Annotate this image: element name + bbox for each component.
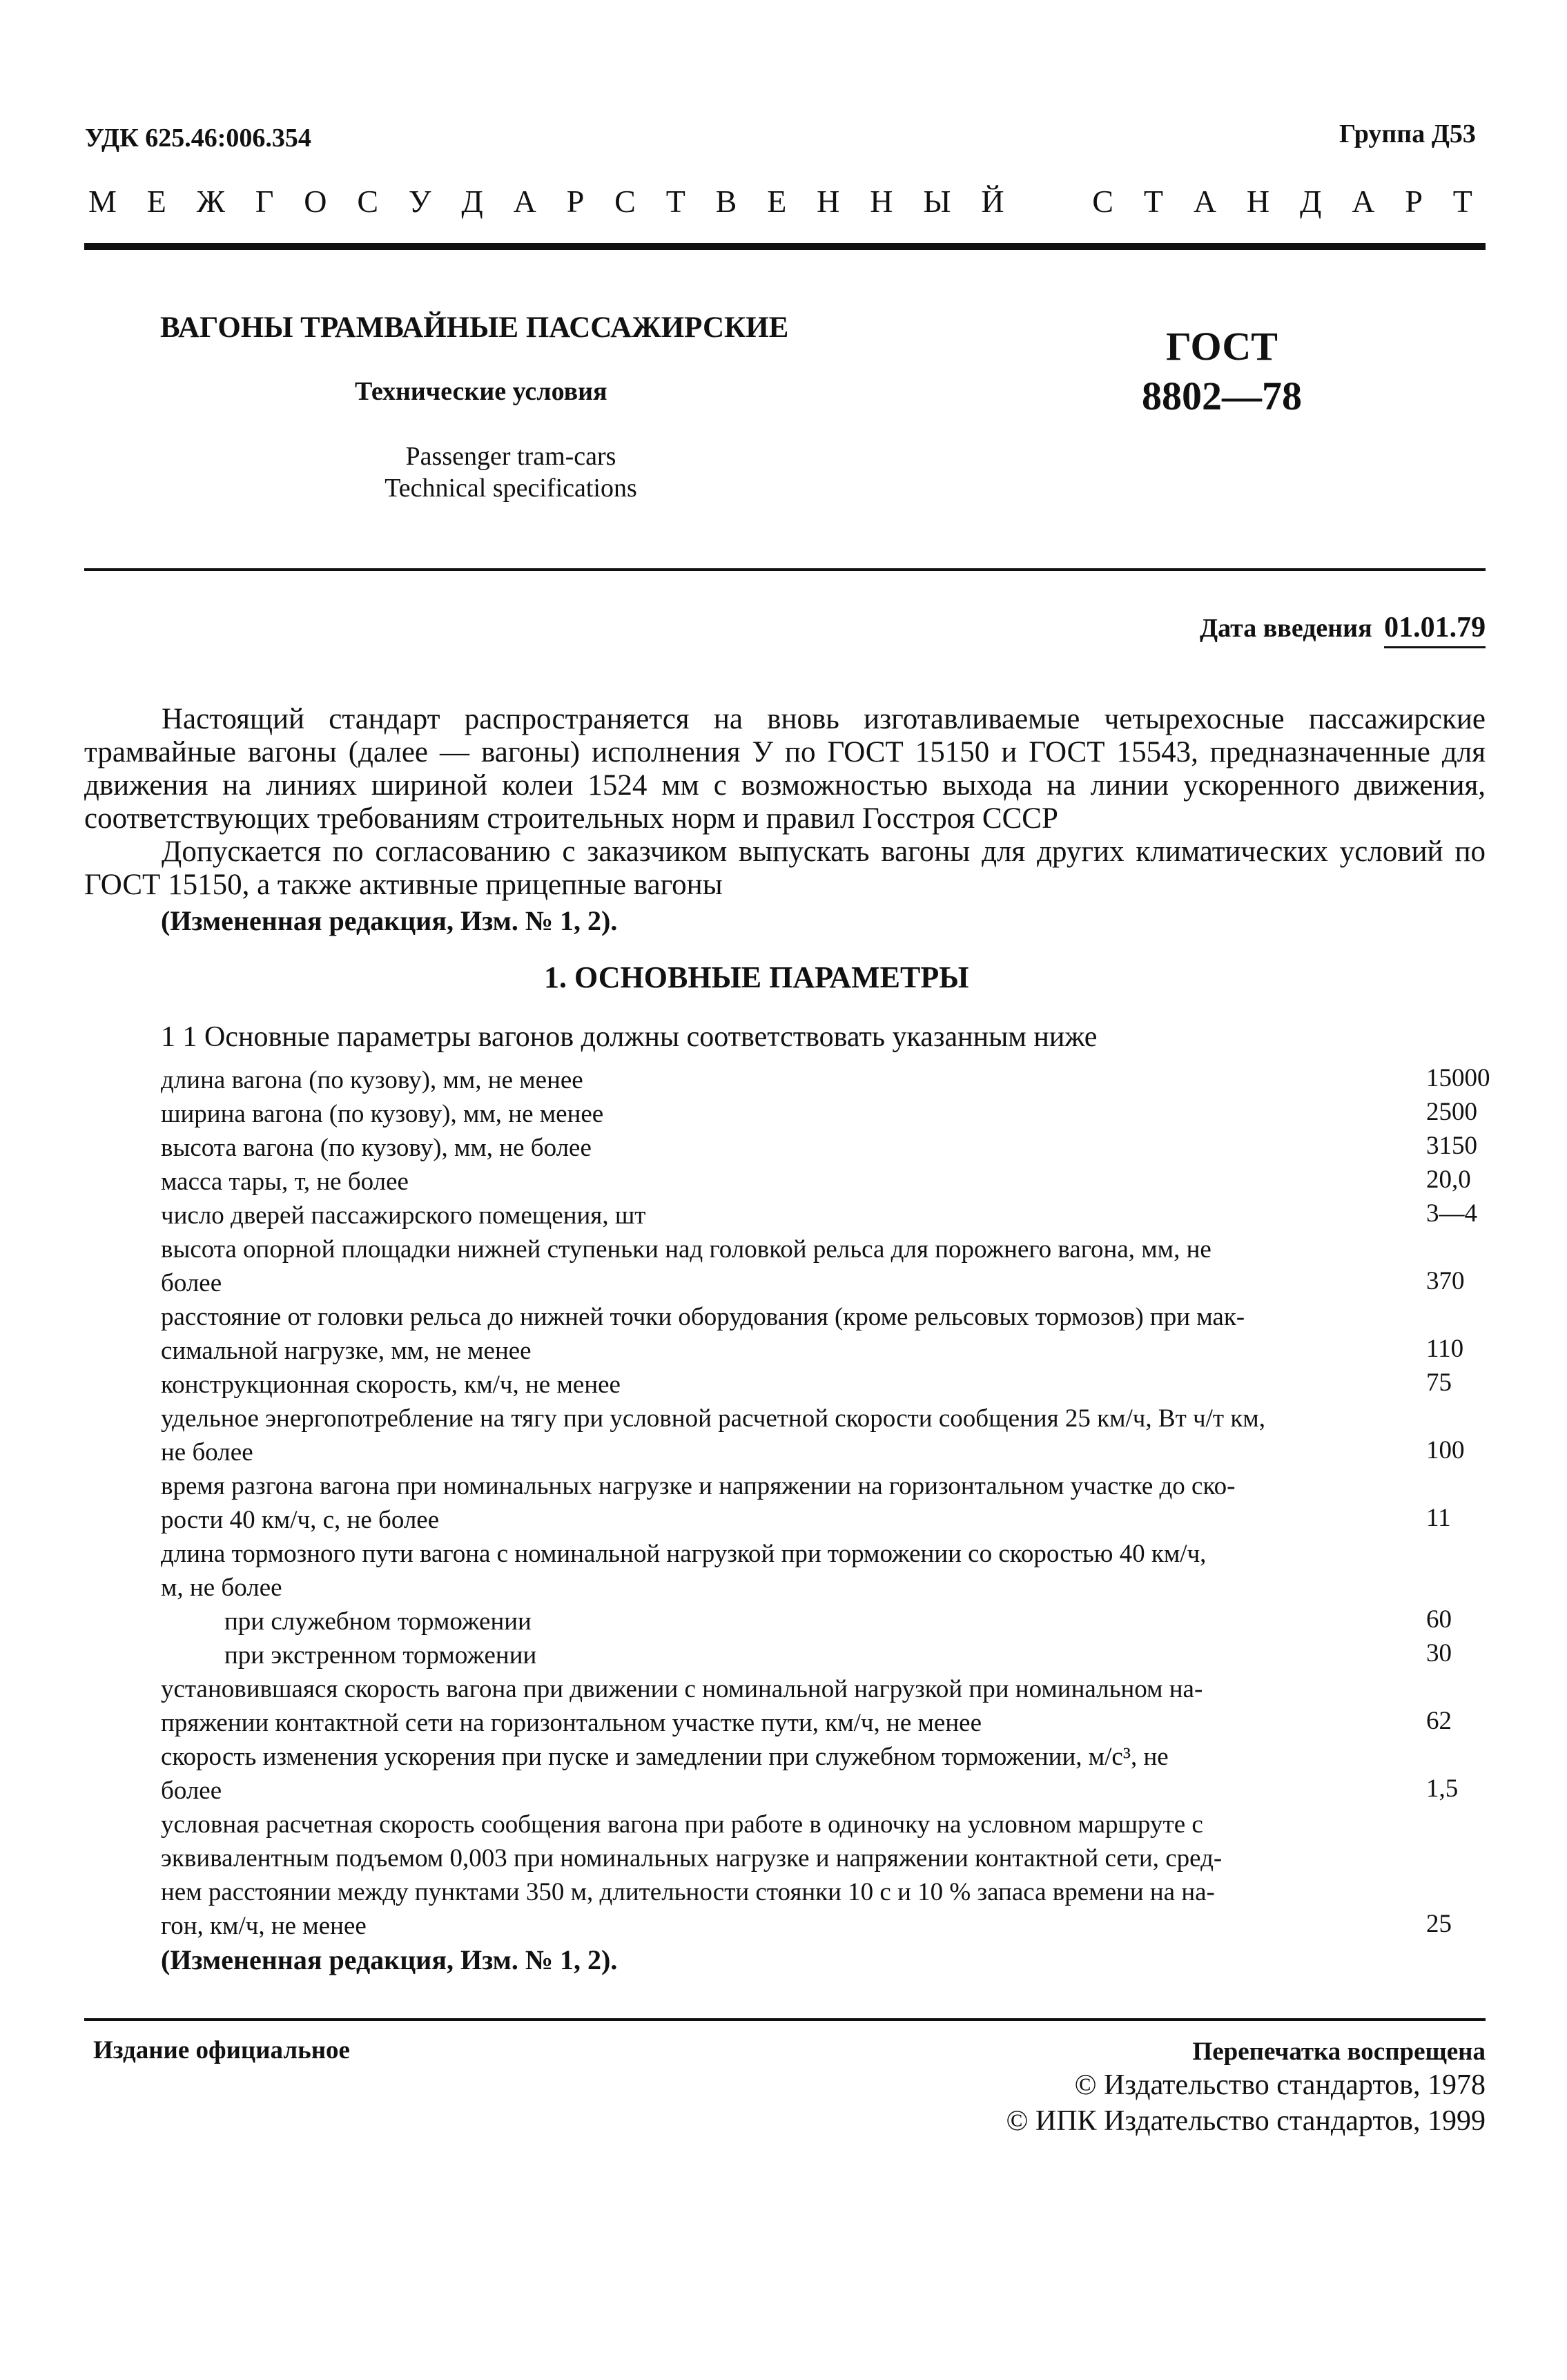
heading-letter: Т <box>1452 184 1472 219</box>
parameter-text: при служебном торможении <box>224 1607 532 1636</box>
parameter-value: 110 <box>1426 1335 1464 1363</box>
heading-letter <box>1034 183 1062 220</box>
parameter-text: удельное энергопотребление на тягу при условной расчетной скорости сообщения 25 км/ч, Вт ч/т км, <box>161 1404 1265 1433</box>
heading-letter: О <box>304 184 327 219</box>
gost-number: 8802—78 <box>1142 374 1302 418</box>
heading-letter: Н <box>870 184 893 219</box>
parameter-value: 370 <box>1426 1267 1465 1295</box>
parameter-text: при экстренном торможении <box>224 1641 537 1670</box>
english-title-block <box>304 441 718 504</box>
parameter-text: гон, км/ч, не менее <box>161 1912 367 1940</box>
document-subtitle: Технические условия <box>355 377 607 406</box>
parameter-value: 60 <box>1426 1605 1452 1634</box>
heading-letter: Н <box>817 184 840 219</box>
heading-letter: Д <box>461 184 483 219</box>
english-title: Passenger tram-cars <box>405 442 616 471</box>
official-edition: Издание официальное <box>93 2036 350 2064</box>
parameter-text: длина тормозного пути вагона с номинальной нагрузкой при торможении со скоростью 40 км/ч, <box>161 1540 1207 1568</box>
document-title: ВАГОНЫ ТРАМВАЙНЫЕ ПАССАЖИРСКИЕ <box>160 311 789 344</box>
gost-label: ГОСТ <box>1166 324 1278 369</box>
parameter-text: установившаяся скорость вагона при движении с номинальной нагрузкой при номинальном на- <box>161 1675 1203 1703</box>
parameter-text: более <box>161 1269 222 1297</box>
parameter-value: 11 <box>1426 1504 1451 1532</box>
heading-letter: У <box>408 184 431 219</box>
heading-letter: А <box>1193 184 1217 219</box>
footer-rule <box>84 2018 1486 2021</box>
parameter-text: нем расстоянии между пунктами 350 м, длительности стоянки 10 с и 10 % запаса времени на на- <box>161 1878 1215 1906</box>
parameter-text: м, не более <box>161 1574 282 1602</box>
heading-letter: М <box>88 184 117 219</box>
parameter-text: высота вагона (по кузову), мм, не более <box>161 1134 592 1162</box>
heading-letter: Н <box>1246 184 1270 219</box>
heading-letter: Т <box>1143 184 1163 219</box>
section-lead: 1 1 Основные параметры вагонов должны соответствовать указанным ниже <box>161 1021 1098 1053</box>
parameter-value: 2500 <box>1426 1098 1477 1126</box>
parameter-text: условная расчетная скорость сообщения вагона при работе в одиночку на условном маршруте с <box>161 1810 1203 1839</box>
heading-letter: С <box>357 184 379 219</box>
parameter-value: 20,0 <box>1426 1165 1471 1194</box>
heading-letter: Е <box>146 184 166 219</box>
parameter-text: скорость изменения ускорения при пуске и замедлении при служебном торможении, м/с³, не <box>161 1743 1169 1771</box>
copyright-1999: © ИПК Издательство стандартов, 1999 <box>1006 2105 1486 2137</box>
parameter-text: конструкционная скорость, км/ч, не менее <box>161 1371 621 1399</box>
english-subtitle: Technical specifications <box>385 474 637 503</box>
parameter-text: число дверей пассажирского помещения, шт <box>161 1201 646 1230</box>
heading-letter: Д <box>1300 184 1322 219</box>
parameter-value: 30 <box>1426 1639 1452 1667</box>
copyright-block <box>828 2067 1486 2139</box>
intro-amendment-note: (Измененная редакция, Изм. № 1, 2). <box>161 905 618 936</box>
parameter-text: длина вагона (по кузову), мм, не менее <box>161 1066 583 1094</box>
heading-letter: С <box>1092 184 1113 219</box>
parameter-value: 3150 <box>1426 1132 1477 1160</box>
udk-code: УДК 625.46:006.354 <box>85 124 311 153</box>
intro-paragraph-2: Допускается по согласованию с заказчиком выпускать вагоны для других климатических условий по ГОСТ 15150, а также активные прицепные вагоны <box>84 835 1486 901</box>
heading-letter: Ы <box>923 184 951 219</box>
parameter-value: 25 <box>1426 1910 1452 1938</box>
reprint-prohibited: Перепечатка воспрещена <box>1192 2038 1486 2066</box>
section-amendment-note: (Измененная редакция, Изм. № 1, 2). <box>161 1944 618 1975</box>
parameter-text: рости 40 км/ч, с, не более <box>161 1506 440 1534</box>
heading-letter: Й <box>981 184 1004 219</box>
parameter-text: более <box>161 1777 222 1805</box>
gost-block <box>1132 322 1312 421</box>
heading-letter: Т <box>665 184 685 219</box>
parameter-value: 15000 <box>1426 1064 1490 1092</box>
heading-letter: В <box>715 184 737 219</box>
heading-letter: Е <box>767 184 787 219</box>
parameter-text: пряжении контактной сети на горизонтальном участке пути, км/ч, не менее <box>161 1709 982 1737</box>
heading-letter: С <box>614 184 636 219</box>
section-heading: 1. ОСНОВНЫЕ ПАРАМЕТРЫ <box>544 960 969 994</box>
parameter-value: 1,5 <box>1426 1774 1459 1803</box>
title-rule <box>84 568 1486 571</box>
group-code: Группа Д53 <box>1339 119 1476 148</box>
parameter-text: не более <box>161 1438 253 1467</box>
copyright-1978: © Издательство стандартов, 1978 <box>1074 2069 1486 2101</box>
date-value: 01.01.79 <box>1384 612 1486 648</box>
parameter-text: симальной нагрузке, мм, не менее <box>161 1337 532 1365</box>
parameter-text: время разгона вагона при номинальных нагрузке и напряжении на горизонтальном участке до ско- <box>161 1472 1236 1500</box>
heading-letter: Г <box>255 184 274 219</box>
introduction-date <box>1200 611 1486 644</box>
interstate-standard-heading <box>88 183 1472 220</box>
parameter-value: 75 <box>1426 1368 1452 1397</box>
parameter-text: масса тары, т, не более <box>161 1168 409 1196</box>
heading-letter: А <box>513 184 536 219</box>
parameter-value: 62 <box>1426 1707 1452 1735</box>
parameter-value: 100 <box>1426 1436 1465 1464</box>
date-label: Дата введения <box>1200 614 1372 643</box>
heading-letter: Р <box>1405 184 1423 219</box>
heading-letter: Р <box>566 184 585 219</box>
parameter-text: расстояние от головки рельса до нижней точки оборудования (кроме рельсовых тормозов) при мак- <box>161 1303 1245 1331</box>
heading-letter: А <box>1352 184 1375 219</box>
parameter-text: ширина вагона (по кузову), мм, не менее <box>161 1100 604 1128</box>
parameter-value: 3—4 <box>1426 1199 1477 1228</box>
heading-letter: Ж <box>196 184 225 219</box>
header-rule <box>84 243 1486 250</box>
intro-paragraph-1: Настоящий стандарт распространяется на вновь изготавливаемые четырехосные пассажирские трамвайные вагоны (далее — вагоны) исполнения У по ГОСТ 15150 и ГОСТ 15543, предназначенные для движения на линиях шириной колеи 1524 мм с возможностью выхода на линии ускоренного движения, соответствующих требованиям строительных норм и правил Госстроя СССР <box>84 703 1486 835</box>
parameter-text: эквивалентным подъемом 0,003 при номинальных нагрузке и напряжении контактной сети, сред- <box>161 1844 1223 1873</box>
parameter-text: высота опорной площадки нижней ступеньки над головкой рельса для порожнего вагона, мм, не <box>161 1235 1211 1264</box>
